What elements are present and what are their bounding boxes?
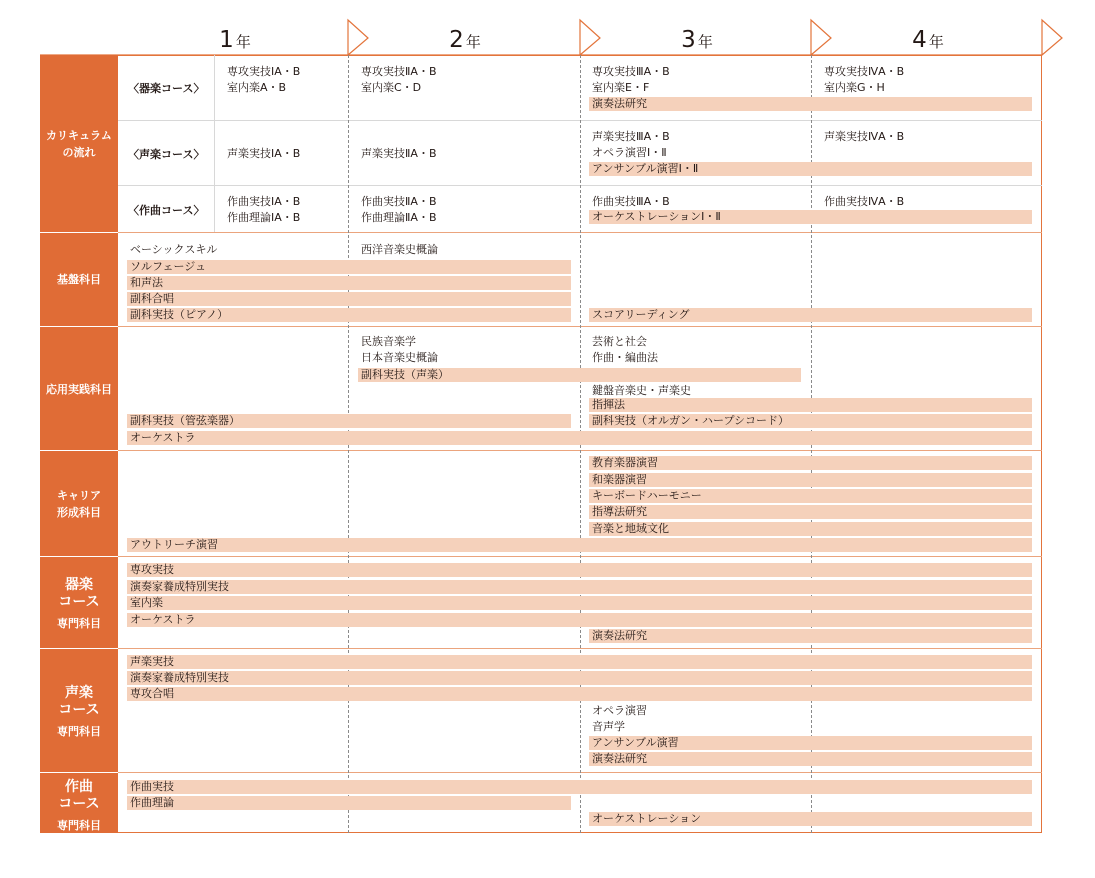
subject-bar-text: 指導法研究 bbox=[592, 505, 647, 518]
subject-bar-text: 専攻実技 bbox=[130, 563, 174, 576]
section-label-voice: 声楽 コース 専門科目 bbox=[57, 685, 101, 738]
course-label-voice: 〈声楽コース〉 bbox=[128, 148, 205, 161]
flow-cell-text: 専攻実技ⅢA・B bbox=[592, 65, 670, 78]
flow-cell-text: 専攻実技ⅣA・B bbox=[824, 65, 905, 78]
subject-bar-text: 室内楽 bbox=[130, 596, 163, 609]
flow-cell-text: 作曲実技ⅡA・B bbox=[361, 195, 437, 208]
subject-text: 西洋音楽史概論 bbox=[361, 243, 438, 256]
subject-bar-text: 演奏法研究 bbox=[592, 629, 647, 642]
divider bbox=[40, 450, 1042, 451]
subject-bar-text: アウトリーチ演習 bbox=[130, 538, 218, 551]
flow-cell-text: 声楽実技ⅡA・B bbox=[361, 147, 437, 160]
divider bbox=[214, 55, 215, 232]
bar bbox=[127, 292, 571, 306]
section-label-career: キャリア 形成科目 bbox=[57, 489, 101, 519]
subject-text: 鍵盤音楽史・声楽史 bbox=[592, 384, 691, 397]
bar bbox=[127, 780, 1032, 794]
subject-text: 日本音楽史概論 bbox=[361, 351, 438, 364]
bar bbox=[589, 97, 1032, 111]
bar bbox=[589, 473, 1032, 487]
year-4-label: 4 年 bbox=[912, 27, 944, 53]
flow-cell-text: オペラ演習Ⅰ・Ⅱ bbox=[592, 146, 667, 159]
bar bbox=[127, 671, 1032, 685]
divider bbox=[40, 772, 118, 773]
flow-cell-text: 専攻実技ⅡA・B bbox=[361, 65, 437, 78]
subject-text: 音声学 bbox=[592, 720, 625, 733]
bar bbox=[127, 580, 1032, 594]
subject-bar-text: ソルフェージュ bbox=[130, 260, 207, 273]
flow-bar-text: 演奏法研究 bbox=[592, 97, 647, 110]
divider bbox=[40, 232, 1042, 233]
subject-bar-text: 教育楽器演習 bbox=[592, 456, 658, 469]
course-label-comp: 〈作曲コース〉 bbox=[128, 204, 205, 217]
subject-bar-text: オーケストレーション bbox=[592, 812, 702, 825]
divider bbox=[40, 326, 1042, 327]
section-label-curriculum: カリキュラム の流れ bbox=[46, 129, 112, 159]
flow-cell-text: 声楽実技ⅢA・B bbox=[592, 130, 670, 143]
bar bbox=[589, 752, 1032, 766]
flow-cell-text: 声楽実技ⅠA・B bbox=[227, 147, 301, 160]
divider bbox=[40, 556, 1042, 557]
flow-cell-text: 室内楽C・D bbox=[361, 81, 422, 94]
subject-bar-text: 和楽器演習 bbox=[592, 473, 647, 486]
bar bbox=[127, 613, 1032, 627]
year-3-label: 3 年 bbox=[681, 27, 713, 53]
subject-text: 民族音楽学 bbox=[361, 335, 416, 348]
flow-cell-text: 専攻実技ⅠA・B bbox=[227, 65, 301, 78]
section-label-basic: 基盤科目 bbox=[57, 273, 101, 286]
subject-bar-text: スコアリーディング bbox=[592, 308, 690, 321]
section-label-inst: 器楽 コース 専門科目 bbox=[57, 577, 101, 630]
bar bbox=[127, 538, 1032, 552]
bar bbox=[127, 796, 571, 810]
divider bbox=[40, 326, 118, 327]
subject-text: 作曲・編曲法 bbox=[592, 351, 658, 364]
subject-bar-text: 副科実技（ピアノ） bbox=[130, 308, 229, 321]
bar bbox=[127, 563, 1032, 577]
subject-bar-text: 演奏家養成特別実技 bbox=[130, 580, 229, 593]
subject-bar-text: キーボードハーモニー bbox=[592, 489, 702, 502]
subject-bar-text: 専攻合唱 bbox=[130, 687, 174, 700]
bar bbox=[589, 505, 1032, 519]
subject-text: ベーシックスキル bbox=[130, 243, 218, 256]
bar bbox=[589, 629, 1032, 643]
section-label-comp: 作曲 コース 専門科目 bbox=[57, 779, 101, 832]
subject-bar-text: 作曲実技 bbox=[130, 780, 174, 793]
subject-text: オペラ演習 bbox=[592, 704, 647, 717]
subject-bar-text: 和声法 bbox=[130, 276, 163, 289]
divider bbox=[40, 556, 118, 557]
subject-bar-text: 作曲理論 bbox=[130, 796, 174, 809]
section-label-applied: 応用実践科目 bbox=[46, 383, 112, 396]
subject-bar-text: 指揮法 bbox=[592, 398, 625, 411]
year-2-label: 2 年 bbox=[449, 27, 481, 53]
subject-text: 芸術と社会 bbox=[592, 335, 647, 348]
subject-bar-text: 副科実技（管弦楽器） bbox=[130, 414, 240, 427]
subject-bar-text: オーケストラ bbox=[130, 431, 196, 444]
bar bbox=[589, 398, 1032, 412]
flow-cell-text: 室内楽A・B bbox=[227, 81, 287, 94]
flow-cell-text: 室内楽E・F bbox=[592, 81, 650, 94]
bar bbox=[127, 655, 1032, 669]
bar bbox=[127, 431, 1032, 445]
divider bbox=[40, 648, 1042, 649]
divider bbox=[40, 772, 1042, 773]
flow-cell-text: 声楽実技ⅣA・B bbox=[824, 130, 905, 143]
subject-bar-text: 演奏家養成特別実技 bbox=[130, 671, 229, 684]
subject-bar-text: 副科実技（オルガン・ハープシコード） bbox=[592, 414, 790, 427]
flow-cell-text: 作曲実技ⅠA・B bbox=[227, 195, 301, 208]
bar bbox=[127, 276, 571, 290]
subject-bar-text: 音楽と地域文化 bbox=[592, 522, 669, 535]
subject-bar-text: 副科実技（声楽） bbox=[361, 368, 449, 381]
flow-cell-text: 作曲実技ⅢA・B bbox=[592, 195, 670, 208]
flow-cell-text: 作曲理論ⅡA・B bbox=[361, 211, 437, 224]
flow-bar-text: オーケストレーションⅠ・Ⅱ bbox=[592, 210, 721, 223]
year-1-label: 1 年 bbox=[219, 27, 251, 53]
subject-bar-text: 声楽実技 bbox=[130, 655, 174, 668]
subject-bar-text: 演奏法研究 bbox=[592, 752, 647, 765]
flow-cell-text: 室内楽G・H bbox=[824, 81, 885, 94]
flow-bar-text: アンサンブル演習Ⅰ・Ⅱ bbox=[592, 162, 699, 175]
subject-bar-text: オーケストラ bbox=[130, 613, 196, 626]
bar bbox=[127, 687, 1032, 701]
flow-cell-text: 作曲理論ⅠA・B bbox=[227, 211, 301, 224]
divider bbox=[40, 232, 118, 233]
bar bbox=[127, 596, 1032, 610]
divider bbox=[40, 648, 118, 649]
subject-bar-text: 副科合唱 bbox=[130, 292, 174, 305]
divider bbox=[40, 450, 118, 451]
subject-bar-text: アンサンブル演習 bbox=[592, 736, 679, 749]
flow-cell-text: 作曲実技ⅣA・B bbox=[824, 195, 905, 208]
course-label-inst: 〈器楽コース〉 bbox=[128, 82, 205, 95]
